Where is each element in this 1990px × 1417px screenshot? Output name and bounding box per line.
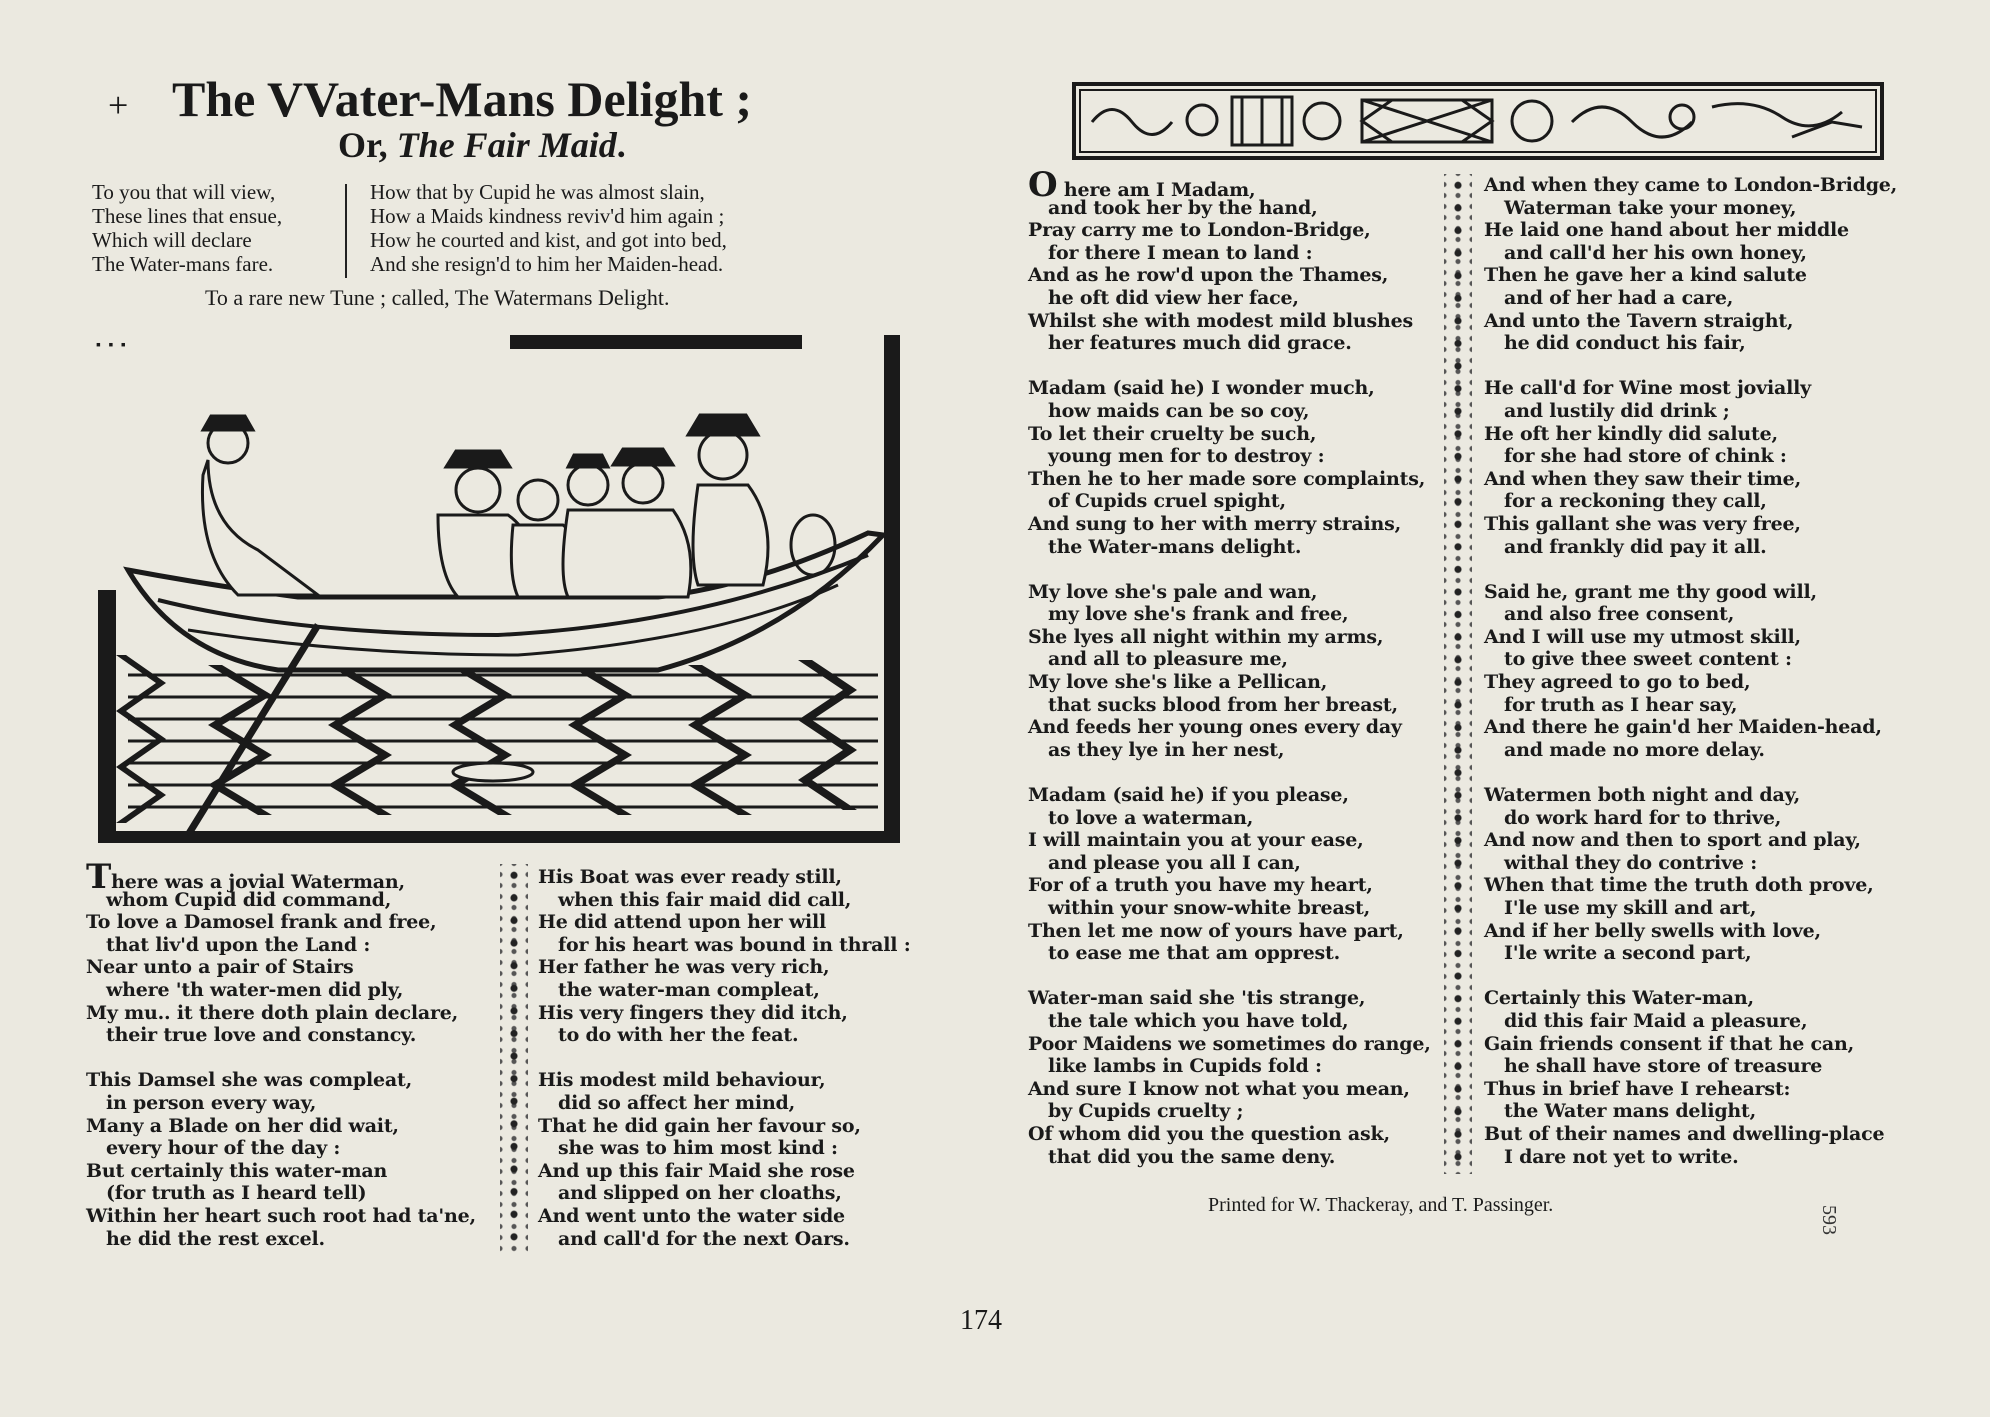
verse-line: He did attend upon her will bbox=[538, 911, 827, 934]
intro-line: These lines that ensue, bbox=[92, 204, 283, 228]
verse-line: by Cupids cruelty ; bbox=[1048, 1100, 1244, 1123]
verse-line: and please you all I can, bbox=[1048, 851, 1301, 874]
verse-line: (for truth as I heard tell) bbox=[106, 1182, 367, 1205]
verse-line: for his heart was bound in thrall : bbox=[558, 933, 911, 956]
verse-line: he did the rest excel. bbox=[106, 1227, 325, 1250]
verse-line: My love she's pale and wan, bbox=[1028, 580, 1318, 603]
verse-line: and frankly did pay it all. bbox=[1504, 535, 1767, 558]
verse-line: But certainly this water-man bbox=[86, 1159, 388, 1182]
verse-line: Then let me now of yours have part, bbox=[1028, 919, 1404, 942]
verse-line: And when they came to London-Bridge, bbox=[1484, 174, 1898, 196]
intro-line: To you that will view, bbox=[92, 180, 276, 204]
verse-line: My mu.. it there doth plain declare, bbox=[86, 1001, 459, 1024]
verse-line: Certainly this Water-man, bbox=[1484, 987, 1754, 1010]
verse-line: To let their cruelty be such, bbox=[1028, 422, 1317, 445]
verse-line: Said he, grant me thy good will, bbox=[1484, 580, 1817, 603]
verse-line: Poor Maidens we sometimes do range, bbox=[1028, 1032, 1431, 1055]
verse-line: And up this fair Maid she rose bbox=[538, 1159, 855, 1182]
verse-line: young men for to destroy : bbox=[1048, 445, 1325, 468]
verse-line: of Cupids cruel spight, bbox=[1048, 490, 1286, 513]
verse-line: as they lye in her nest, bbox=[1048, 738, 1285, 761]
verse-line: Pray carry me to London-Bridge, bbox=[1028, 219, 1371, 242]
verse-line: withal they do contrive : bbox=[1504, 851, 1758, 874]
verse-line: every hour of the day : bbox=[106, 1137, 341, 1160]
verse-line: the Water-mans delight. bbox=[1048, 535, 1302, 558]
verse-line: For of a truth you have my heart, bbox=[1028, 874, 1373, 897]
fleuron-border-icon bbox=[1444, 174, 1472, 1174]
verse-line: to do with her the feat. bbox=[558, 1024, 799, 1047]
intro-right-column bbox=[370, 180, 727, 276]
verse-line: where 'th water-men did ply, bbox=[106, 978, 404, 1001]
verse-line: Gain friends consent if that he can, bbox=[1484, 1032, 1855, 1055]
verse-line: Madam (said he) I wonder much, bbox=[1028, 377, 1375, 400]
verse-line: And when they saw their time, bbox=[1484, 467, 1801, 490]
verse-line: And sure I know not what you mean, bbox=[1028, 1077, 1410, 1100]
drop-cap: O bbox=[1028, 165, 1058, 205]
intro-line: Which will declare bbox=[92, 228, 252, 252]
verse-line: To love a Damosel frank and free, bbox=[86, 911, 437, 934]
page-number: 174 bbox=[960, 1305, 1002, 1336]
verse-line: to ease me that am opprest. bbox=[1048, 942, 1341, 965]
intro-line: And she resign'd to him her Maiden-head. bbox=[370, 252, 724, 276]
verse-line: and call'd her his own honey, bbox=[1504, 241, 1807, 264]
verse-line: he shall have store of treasure bbox=[1504, 1055, 1823, 1078]
verse-line: for a reckoning they call, bbox=[1504, 490, 1767, 513]
verse-line: for she had store of chink : bbox=[1504, 445, 1787, 468]
verse-line: When that time the truth doth prove, bbox=[1484, 874, 1874, 897]
ornamental-banner bbox=[1072, 82, 1884, 160]
verse-line: when this fair maid did call, bbox=[558, 888, 852, 911]
verse-line: Near unto a pair of Stairs bbox=[86, 956, 354, 979]
verse-line: That he did gain her favour so, bbox=[538, 1114, 861, 1137]
verse-line: that sucks blood from her breast, bbox=[1048, 693, 1398, 716]
verse-line: she was to him most kind : bbox=[558, 1137, 838, 1160]
verse-line: This Damsel she was compleat, bbox=[86, 1069, 413, 1092]
verse-line: She lyes all night within my arms, bbox=[1028, 625, 1384, 648]
ballad-title: The VVater-Mans Delight ; bbox=[172, 71, 753, 127]
verse-line: and slipped on her cloaths, bbox=[558, 1182, 842, 1205]
verse-line: There was a jovial Waterman, bbox=[86, 857, 405, 897]
verse-line: and lustily did drink ; bbox=[1504, 399, 1730, 422]
verse-line: And I will use my utmost skill, bbox=[1484, 625, 1801, 648]
verse-line: Watermen both night and day, bbox=[1484, 784, 1801, 807]
drop-cap: T bbox=[86, 857, 112, 897]
intro-divider bbox=[345, 184, 347, 278]
verse-line: he oft did view her face, bbox=[1048, 286, 1299, 309]
verse-line: He call'd for Wine most jovially bbox=[1484, 377, 1811, 400]
verse-line: my love she's frank and free, bbox=[1048, 603, 1349, 626]
verse-line: the tale which you have told, bbox=[1048, 1009, 1349, 1032]
verse-column-3 bbox=[1028, 165, 1431, 1168]
verse-line: I'le use my skill and art, bbox=[1504, 897, 1757, 919]
cross-mark: + bbox=[108, 85, 129, 125]
verse-line: His very fingers they did itch, bbox=[538, 1001, 848, 1024]
verse-line: that liv'd upon the Land : bbox=[106, 933, 371, 956]
verse-line: Waterman take your money, bbox=[1504, 196, 1797, 219]
verse-line: whom Cupid did command, bbox=[106, 888, 392, 911]
verse-line: He laid one hand about her middle bbox=[1484, 219, 1849, 242]
verse-line: This gallant she was very free, bbox=[1484, 512, 1801, 535]
intro-line: The Water-mans fare. bbox=[92, 252, 274, 276]
verse-line: how maids can be so coy, bbox=[1048, 399, 1310, 422]
verse-line: Her father he was very rich, bbox=[538, 956, 830, 979]
verse-line: and made no more delay. bbox=[1504, 738, 1765, 761]
tune-line: To a rare new Tune ; called, The Watermans Delight. bbox=[205, 285, 670, 310]
verse-line: did so affect her mind, bbox=[558, 1091, 796, 1114]
verse-line: And feeds her young ones every day bbox=[1028, 716, 1402, 739]
intro-line: How that by Cupid he was almost slain, bbox=[370, 180, 705, 204]
verse-line: the Water mans delight, bbox=[1504, 1100, 1757, 1123]
verse-line: And went unto the water side bbox=[538, 1204, 845, 1227]
verse-line: to love a waterman, bbox=[1048, 806, 1254, 829]
verse-line: to give thee sweet content : bbox=[1504, 648, 1792, 671]
verse-line: Thus in brief have I rehearst: bbox=[1484, 1077, 1791, 1100]
intro-left-column bbox=[92, 180, 282, 276]
verse-line: Many a Blade on her did wait, bbox=[86, 1114, 399, 1137]
verse-line: for truth as I hear say, bbox=[1504, 693, 1738, 716]
verse-line: And if her belly swells with love, bbox=[1484, 919, 1821, 942]
verse-line: And sung to her with merry strains, bbox=[1028, 512, 1402, 535]
verse-column-1 bbox=[86, 857, 476, 1250]
verse-line: His Boat was ever ready still, bbox=[538, 866, 842, 888]
verse-line: he did conduct his fair, bbox=[1504, 332, 1746, 355]
verse-line: did this fair Maid a pleasure, bbox=[1504, 1009, 1808, 1032]
verse-line: I will maintain you at your ease, bbox=[1028, 829, 1364, 852]
verse-line: But of their names and dwelling-place bbox=[1484, 1122, 1885, 1145]
verse-line: for there I mean to land : bbox=[1048, 241, 1313, 264]
verse-line: Whilst she with modest mild blushes bbox=[1028, 309, 1413, 332]
verse-line: And now and then to sport and play, bbox=[1484, 829, 1861, 852]
verse-line: do work hard for to thrive, bbox=[1504, 806, 1782, 829]
fleuron-border-icon bbox=[500, 864, 528, 1254]
verse-line: that did you the same deny. bbox=[1048, 1145, 1336, 1168]
verse-line: And there he gain'd her Maiden-head, bbox=[1484, 716, 1882, 739]
verse-line: their true love and constancy. bbox=[106, 1024, 417, 1047]
verse-line: Madam (said he) if you please, bbox=[1028, 784, 1349, 807]
verse-line: Of whom did you the question ask, bbox=[1028, 1122, 1390, 1145]
verse-line: Water-man said she 'tis strange, bbox=[1028, 987, 1366, 1010]
verse-line: and all to pleasure me, bbox=[1048, 648, 1288, 671]
intro-line: How a Maids kindness reviv'd him again ; bbox=[370, 204, 725, 228]
verse-line: the water-man compleat, bbox=[558, 978, 820, 1001]
printer-imprint: Printed for W. Thackeray, and T. Passinger. bbox=[1208, 1194, 1554, 1216]
verse-line: like lambs in Cupids fold : bbox=[1048, 1055, 1322, 1078]
verse-line: and of her had a care, bbox=[1504, 286, 1734, 309]
verse-line: and also free consent, bbox=[1504, 603, 1735, 626]
verse-line: I dare not yet to write. bbox=[1504, 1145, 1739, 1168]
verse-line: And unto the Tavern straight, bbox=[1484, 309, 1794, 332]
verse-line: her features much did grace. bbox=[1048, 332, 1352, 355]
verse-line: O here am I Madam, bbox=[1028, 165, 1256, 205]
intro-line: How he courted and kist, and got into bed, bbox=[370, 228, 727, 252]
verse-line: Then he gave her a kind salute bbox=[1484, 264, 1807, 287]
verse-line: My love she's like a Pellican, bbox=[1028, 671, 1328, 694]
verse-column-4 bbox=[1484, 174, 1897, 1168]
decorative-dots: ▪ ▪ ▪ bbox=[96, 338, 128, 353]
verse-line: and call'd for the next Oars. bbox=[558, 1227, 850, 1250]
verse-line: His modest mild behaviour, bbox=[538, 1069, 826, 1092]
verse-line: He oft her kindly did salute, bbox=[1484, 422, 1778, 445]
boat-woodcut-illustration bbox=[98, 335, 903, 845]
verse-line: and took her by the hand, bbox=[1048, 196, 1318, 219]
verse-line: Then he to her made sore complaints, bbox=[1028, 467, 1426, 490]
verse-line: And as he row'd upon the Thames, bbox=[1028, 264, 1389, 287]
verse-line: in person every way, bbox=[106, 1091, 317, 1114]
verse-line: They agreed to go to bed, bbox=[1484, 671, 1751, 694]
verse-column-2 bbox=[538, 866, 911, 1250]
verse-line: Within her heart such root had ta'ne, bbox=[86, 1204, 476, 1227]
side-number: 593 bbox=[1818, 1205, 1840, 1235]
ballad-subtitle: Or, The Fair Maid. bbox=[338, 125, 626, 165]
verse-line: I'le write a second part, bbox=[1504, 942, 1752, 965]
verse-line: within your snow-white breast, bbox=[1048, 897, 1371, 919]
